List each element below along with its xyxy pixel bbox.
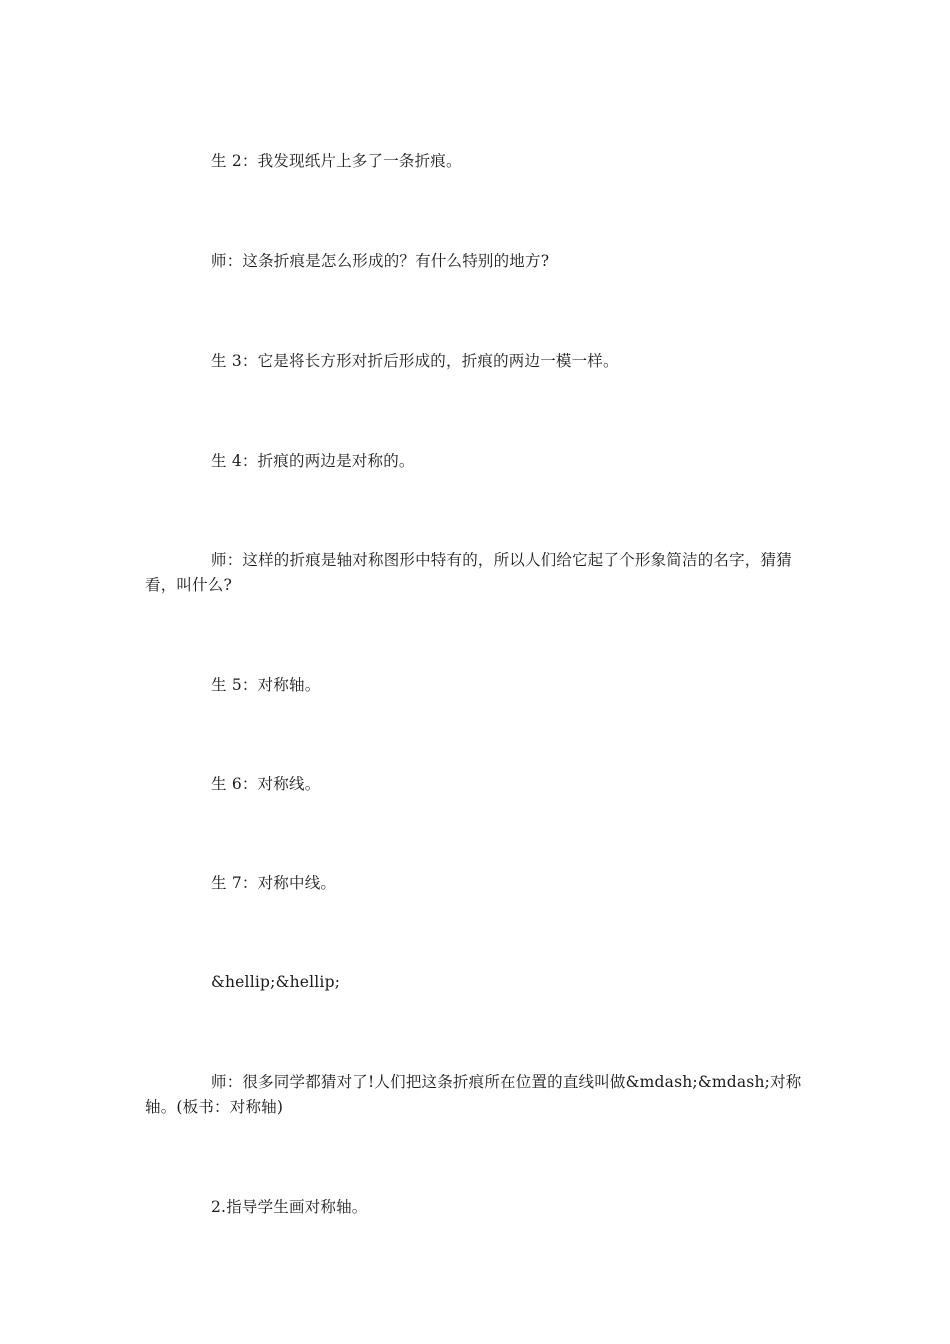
paragraph-ellipsis: &hellip;&hellip;: [211, 973, 341, 991]
paragraph-student-7: 生 7：对称中线。: [211, 874, 337, 892]
paragraph-teacher-question-1: 师：这条折痕是怎么形成的？有什么特别的地方?: [211, 252, 550, 270]
paragraph-teacher-answer: 师：很多同学都猜对了!人们把这条折痕所在位置的直线叫做&mdash;&mdash;对称轴。(板书：对称轴): [145, 1073, 802, 1116]
paragraph-student-6: 生 6：对称线。: [211, 775, 321, 793]
paragraph-student-3: 生 3：它是将长方形对折后形成的，折痕的两边一模一样。: [211, 352, 619, 370]
paragraph-section-2-heading: 2.指导学生画对称轴。: [211, 1198, 368, 1216]
paragraph-student-4: 生 4：折痕的两边是对称的。: [211, 452, 415, 470]
paragraph-student-5: 生 5：对称轴。: [211, 676, 321, 694]
paragraph-teacher-question-2: 师：这样的折痕是轴对称图形中特有的，所以人们给它起了个形象简洁的名字，猜猜看，叫什么?: [145, 551, 792, 594]
paragraph-student-2: 生 2：我发现纸片上多了一条折痕。: [211, 152, 462, 170]
